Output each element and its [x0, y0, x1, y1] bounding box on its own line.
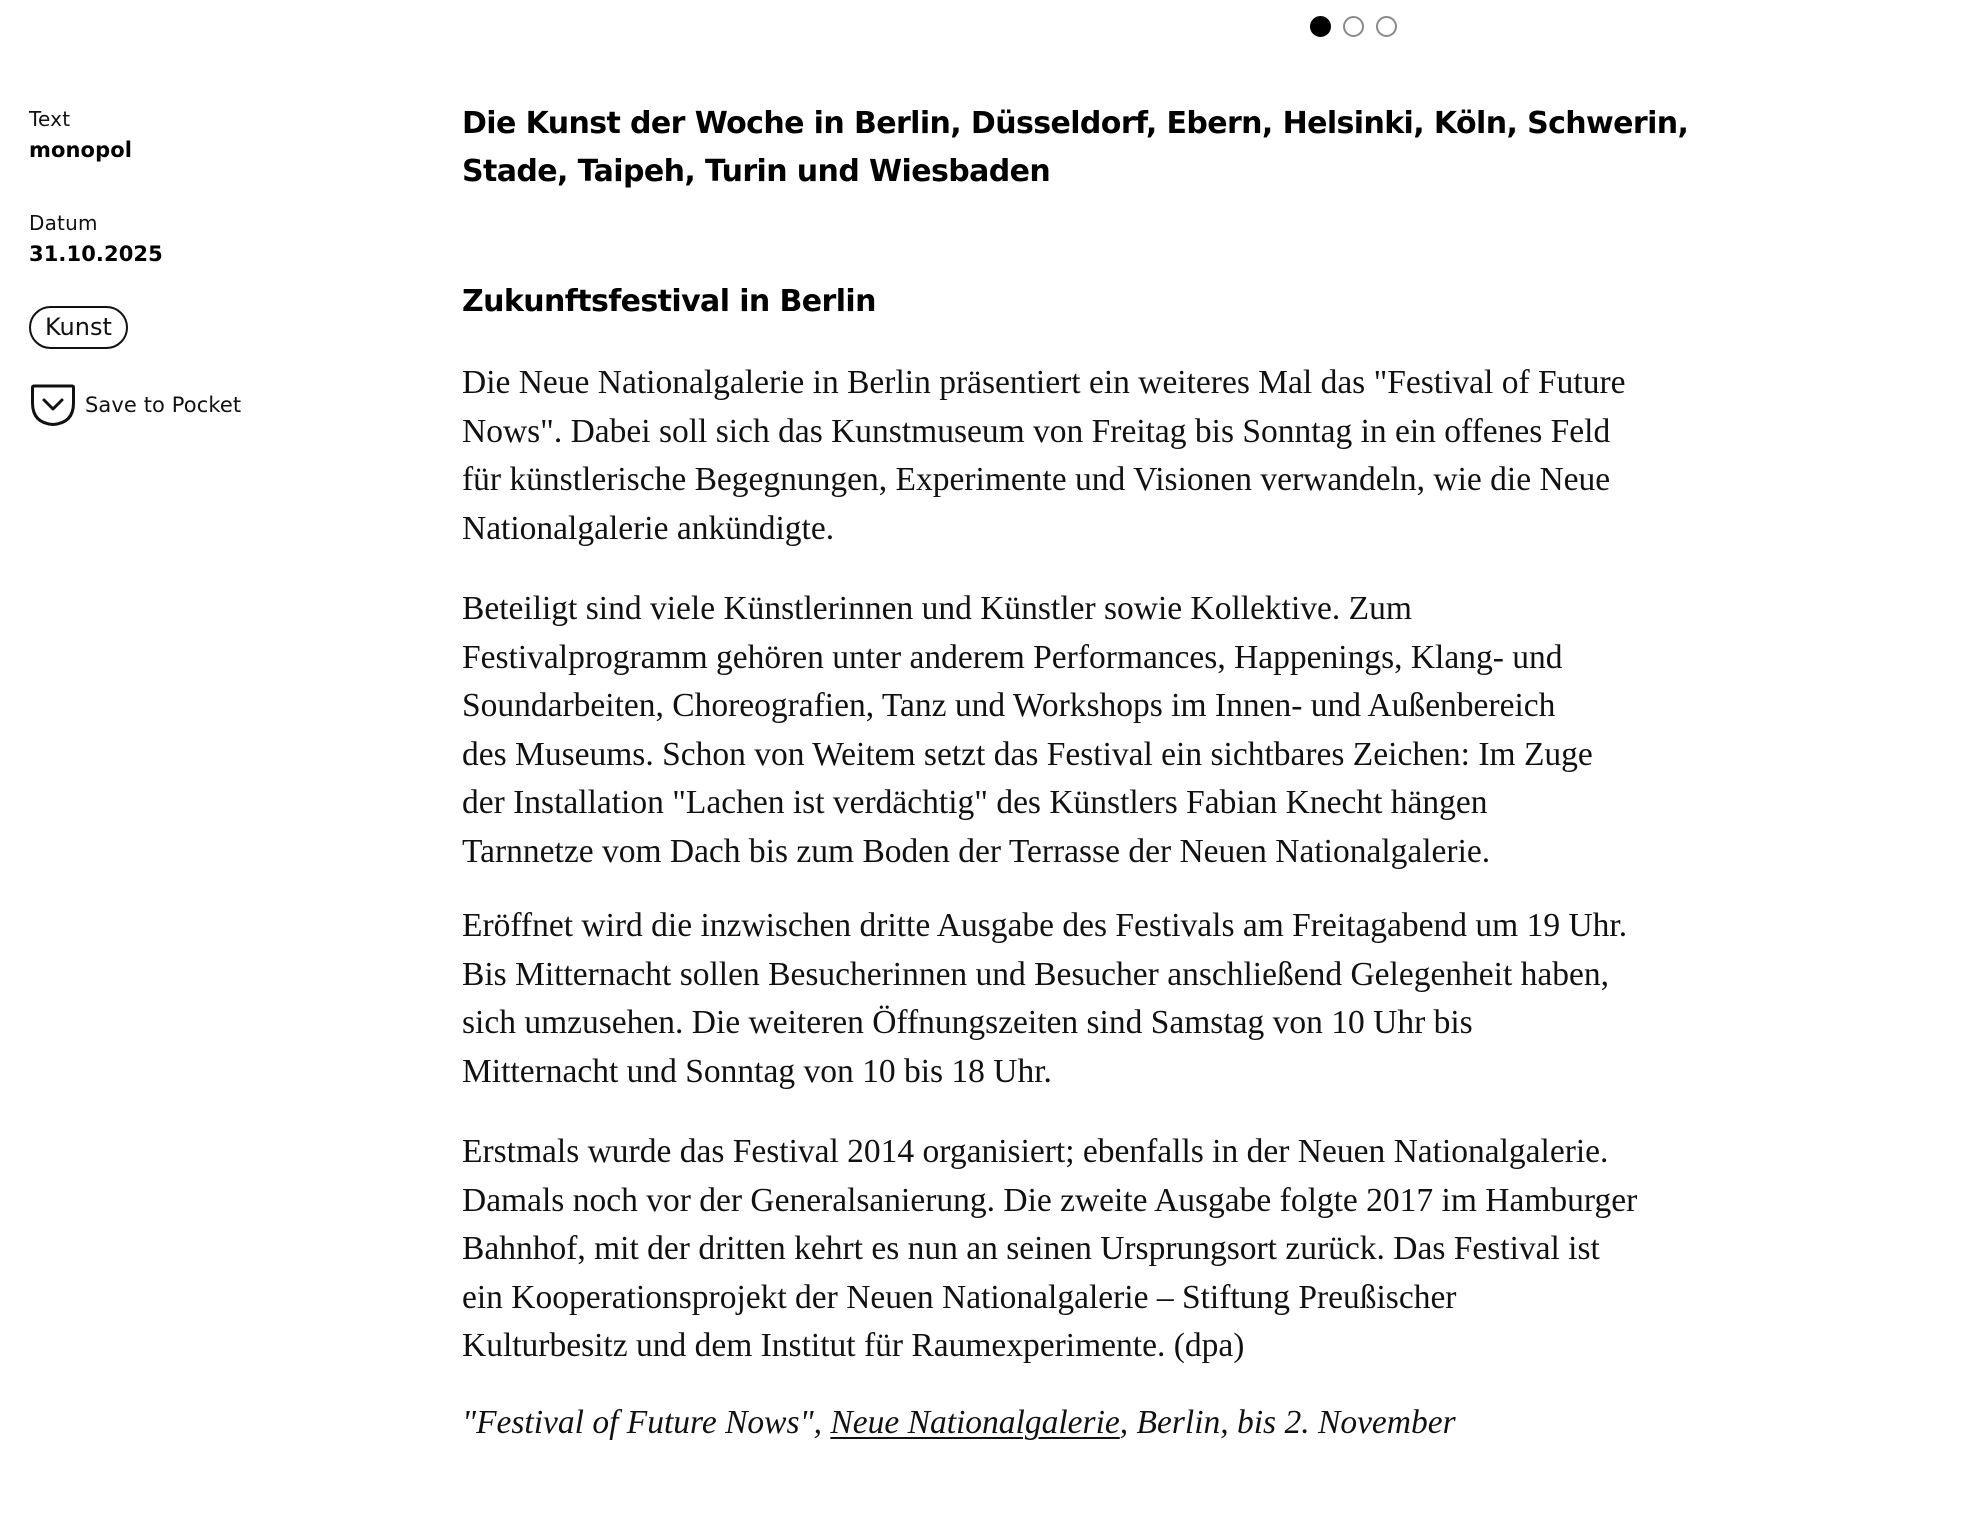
- paragraph-line: des Museums. Schon von Weitem setzt das Festival ein sichtbares Zeichen: Im Zuge: [462, 735, 1593, 773]
- paragraph-3: [462, 902, 1627, 1096]
- pagination-dot-1[interactable]: [1310, 16, 1331, 37]
- paragraph-line: Bahnhof, mit der dritten kehrt es nun an seinen Ursprungsort zurück. Das Festival ist: [462, 1230, 1600, 1267]
- article-title: [462, 100, 1688, 196]
- save-to-pocket-label: Save to Pocket: [85, 393, 242, 417]
- paragraph-line: Mitternacht und Sonntag von 10 bis 18 Uhr.: [462, 1052, 1052, 1090]
- paragraph-line: sich umzusehen. Die weiteren Öffnungszeiten sind Samstag von 10 Uhr bis: [462, 1004, 1473, 1041]
- date-label: Datum: [29, 211, 98, 235]
- paragraph-2: [462, 585, 1593, 876]
- author-label: Text: [29, 107, 71, 131]
- paragraph-1: [462, 359, 1625, 553]
- article-title-line-2: Stade, Taipeh, Turin und Wiesbaden: [462, 154, 1051, 189]
- paragraph-line: Erstmals wurde das Festival 2014 organisiert; ebenfalls in der Neuen Nationalgalerie.: [462, 1133, 1609, 1170]
- paragraph-line: Bis Mitternacht sollen Besucherinnen und Besucher anschließend Gelegenheit haben,: [462, 955, 1610, 993]
- paragraph-line: Die Neue Nationalgalerie in Berlin präsentiert ein weiteres Mal das "Festival of Future: [462, 364, 1626, 401]
- pagination-dot-3[interactable]: [1376, 16, 1397, 37]
- paragraph-line: der Installation "Lachen ist verdächtig" des Künstlers Fabian Knecht hängen: [462, 784, 1488, 821]
- paragraph-line: Eröffnet wird die inzwischen dritte Ausgabe des Festivals am Freitagabend um 19 Uhr.: [462, 907, 1628, 944]
- date-value: 31.10.2025: [29, 242, 163, 266]
- paragraph-line: Festivalprogramm gehören unter anderem Performances, Happenings, Klang- und: [462, 638, 1563, 676]
- pocket-icon: [30, 383, 76, 427]
- author-value: monopol: [29, 138, 133, 162]
- save-to-pocket-button[interactable]: [29, 383, 389, 427]
- category-tag-kunst[interactable]: Kunst: [29, 306, 128, 349]
- article-meta-sidebar: [29, 104, 389, 427]
- paragraph-line: Tarnnetze vom Dach bis zum Boden der Terrasse der Neuen Nationalgalerie.: [462, 832, 1491, 870]
- event-info-caption: [462, 1399, 1456, 1448]
- caption-event-name: "Festival of Future Nows",: [462, 1404, 831, 1441]
- paragraph-line: Nationalgalerie ankündigte.: [462, 509, 835, 547]
- pagination-dot-2[interactable]: [1343, 16, 1364, 37]
- author-block: [29, 104, 389, 166]
- paragraph-4: [462, 1128, 1637, 1371]
- paragraph-line: Kulturbesitz und dem Institut für Raumexperimente. (dpa): [462, 1327, 1245, 1364]
- article-title-line-1: Die Kunst der Woche in Berlin, Düsseldorf, Ebern, Helsinki, Köln, Schwerin,: [462, 106, 1689, 141]
- venue-link[interactable]: Neue Nationalgalerie: [830, 1404, 1120, 1441]
- carousel-pagination: [1310, 16, 1397, 37]
- paragraph-line: Damals noch vor der Generalsanierung. Die zweite Ausgabe folgte 2017 im Hamburger: [462, 1181, 1638, 1219]
- paragraph-line: Soundarbeiten, Choreografien, Tanz und Workshops im Innen- und Außenbereich: [462, 687, 1556, 724]
- paragraph-line: ein Kooperationsprojekt der Neuen Nationalgalerie – Stiftung Preußischer: [462, 1278, 1457, 1316]
- date-block: [29, 208, 389, 270]
- section-heading: Zukunftsfestival in Berlin: [462, 284, 876, 319]
- paragraph-line: für künstlerische Begegnungen, Experimente und Visionen verwandeln, wie die Neue: [462, 461, 1611, 498]
- paragraph-line: Nows". Dabei soll sich das Kunstmuseum von Freitag bis Sonntag in ein offenes Feld: [462, 412, 1611, 450]
- caption-location-dates: , Berlin, bis 2. November: [1119, 1404, 1456, 1441]
- paragraph-line: Beteiligt sind viele Künstlerinnen und Künstler sowie Kollektive. Zum: [462, 590, 1412, 627]
